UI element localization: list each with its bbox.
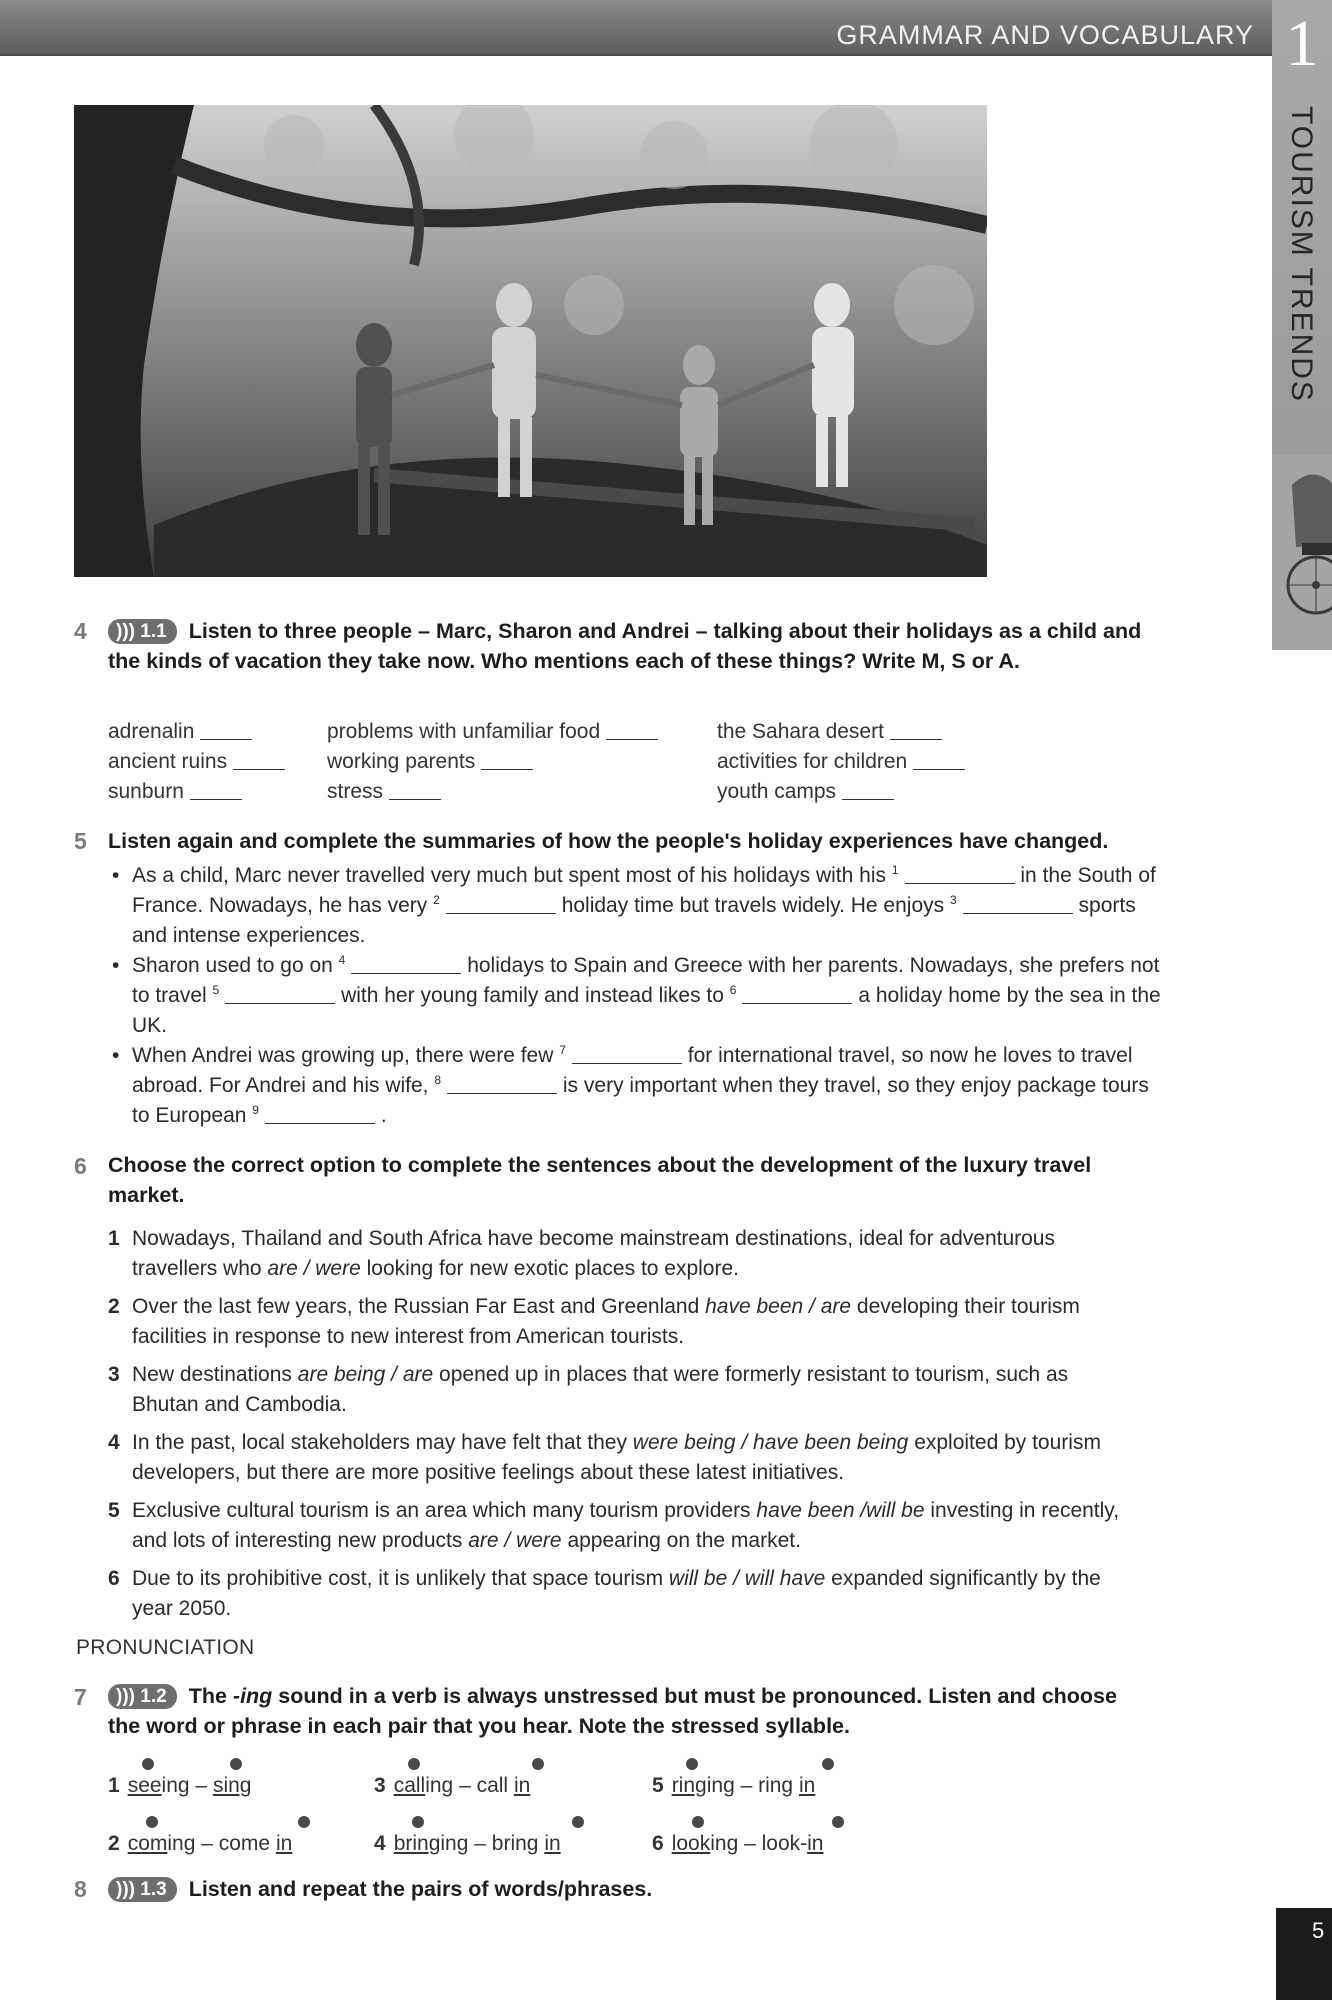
stress-dot <box>692 1816 704 1828</box>
ex4-item: working parents <box>327 750 533 774</box>
answer-blank[interactable] <box>481 751 533 770</box>
audio-track-1-3-button[interactable]: ))) 1.3 <box>108 1877 177 1902</box>
ex4-item: problems with unfamiliar food <box>327 720 658 744</box>
exercise-4-instruction: ))) 1.1 Listen to three people – Marc, Sharon and Andrei – talking about their holidays as a child and the kinds of vacation they take now. Who mentions each of these things? Write M, S or A. <box>108 619 1142 673</box>
children-forest-photo <box>74 105 987 577</box>
ex4-item: activities for children <box>717 750 965 774</box>
answer-blank[interactable] <box>225 985 335 1004</box>
ex4-item: sunburn <box>108 780 242 804</box>
rickshaw-thumbnail <box>1272 455 1332 650</box>
answer-blank[interactable] <box>265 1105 375 1124</box>
exercise-6-instruction: Choose the correct option to complete the sentences about the development of the luxury travel market. <box>108 1153 1092 1207</box>
stress-dot <box>822 1758 834 1770</box>
option-choice[interactable]: have been / are <box>705 1295 852 1318</box>
answer-blank[interactable] <box>606 721 658 740</box>
unit-number: 1 <box>1285 7 1319 80</box>
ex5-summary-andrei: • When Andrei was growing up, there were few $^7$ for international travel, so now he loves to travel abroad. For Andrei and his wife, $^8$ is very important when they travel, so they enjoy package tours to European $^9$ . <box>112 1043 1149 1127</box>
answer-blank[interactable] <box>446 895 556 914</box>
audio-track-1-2-button[interactable]: ))) 1.2 <box>108 1684 177 1709</box>
option-choice[interactable]: are being / are <box>297 1363 434 1386</box>
section-title: GRAMMAR AND VOCABULARY <box>836 20 1254 50</box>
ex4-item: ancient ruins <box>108 750 285 774</box>
ex5-summary-sharon: • Sharon used to go on $^4$ holidays to Spain and Greece with her parents. Nowadays, she prefers not to travel $^5$ with her young family and instead likes to $^6$ a holiday home by the sea in the UK. <box>112 953 1161 1037</box>
answer-blank[interactable] <box>233 751 285 770</box>
option-choice[interactable]: were being / have been being <box>632 1431 909 1454</box>
answer-blank[interactable] <box>913 751 965 770</box>
stress-dot <box>686 1758 698 1770</box>
option-choice[interactable]: have been /will be <box>756 1499 925 1522</box>
stress-dot <box>832 1816 844 1828</box>
audio-track-1-1-button[interactable]: ))) 1.1 <box>108 619 177 644</box>
exercise-5-instruction: Listen again and complete the summaries of how the people's holiday experiences have changed. <box>108 829 1109 853</box>
page-number: 5 <box>1312 1918 1325 1943</box>
stress-dot <box>532 1758 544 1770</box>
ex4-item: the Sahara desert <box>717 720 942 744</box>
answer-blank[interactable] <box>572 1045 682 1064</box>
answer-blank[interactable] <box>963 895 1073 914</box>
exercise-7-number: 7 <box>74 1684 87 1710</box>
answer-blank[interactable] <box>190 781 242 800</box>
exercise-5-number: 5 <box>74 828 87 854</box>
answer-blank[interactable] <box>890 721 942 740</box>
answer-blank[interactable] <box>905 865 1015 884</box>
stress-dot <box>146 1816 158 1828</box>
answer-blank[interactable] <box>742 985 852 1004</box>
stress-dot <box>412 1816 424 1828</box>
pronunciation-heading: PRONUNCIATION <box>76 1636 255 1659</box>
answer-blank[interactable] <box>447 1075 557 1094</box>
option-choice[interactable]: are / were <box>267 1257 361 1280</box>
header-rule <box>0 54 1272 56</box>
exercise-8-instruction: ))) 1.3 Listen and repeat the pairs of words/phrases. <box>108 1874 1158 1904</box>
ex4-item: stress <box>327 780 441 804</box>
exercise-8-number: 8 <box>74 1876 87 1902</box>
exercise-6-number: 6 <box>74 1153 87 1179</box>
unit-title: TOURISM TRENDS <box>1285 106 1318 403</box>
stress-dot <box>408 1758 420 1770</box>
ex4-item: adrenalin <box>108 720 252 744</box>
option-choice[interactable]: are / were <box>468 1529 562 1552</box>
stress-dot <box>572 1816 584 1828</box>
answer-blank[interactable] <box>389 781 441 800</box>
stress-dot <box>230 1758 242 1770</box>
answer-blank[interactable] <box>200 721 252 740</box>
exercise-4-number: 4 <box>74 618 87 644</box>
ex4-item: youth camps <box>717 780 894 804</box>
ex5-summary-marc: • As a child, Marc never travelled very much but spent most of his holidays with his $^1$ in the South of France. Nowadays, he has very $^2$ holiday time but travels widely. He enjoys $^3$ sports and intense experiences. <box>112 863 1156 947</box>
stress-dot <box>298 1816 310 1828</box>
exercise-7-instruction: ))) 1.2 The -ing sound in a verb is always unstressed but must be pronounced. Listen and choose the word or phrase in each pair that you hear. Note the stressed syllable. <box>108 1684 1117 1738</box>
answer-blank[interactable] <box>351 955 461 974</box>
stress-dot <box>142 1758 154 1770</box>
option-choice[interactable]: will be / will have <box>668 1567 826 1590</box>
answer-blank[interactable] <box>842 781 894 800</box>
